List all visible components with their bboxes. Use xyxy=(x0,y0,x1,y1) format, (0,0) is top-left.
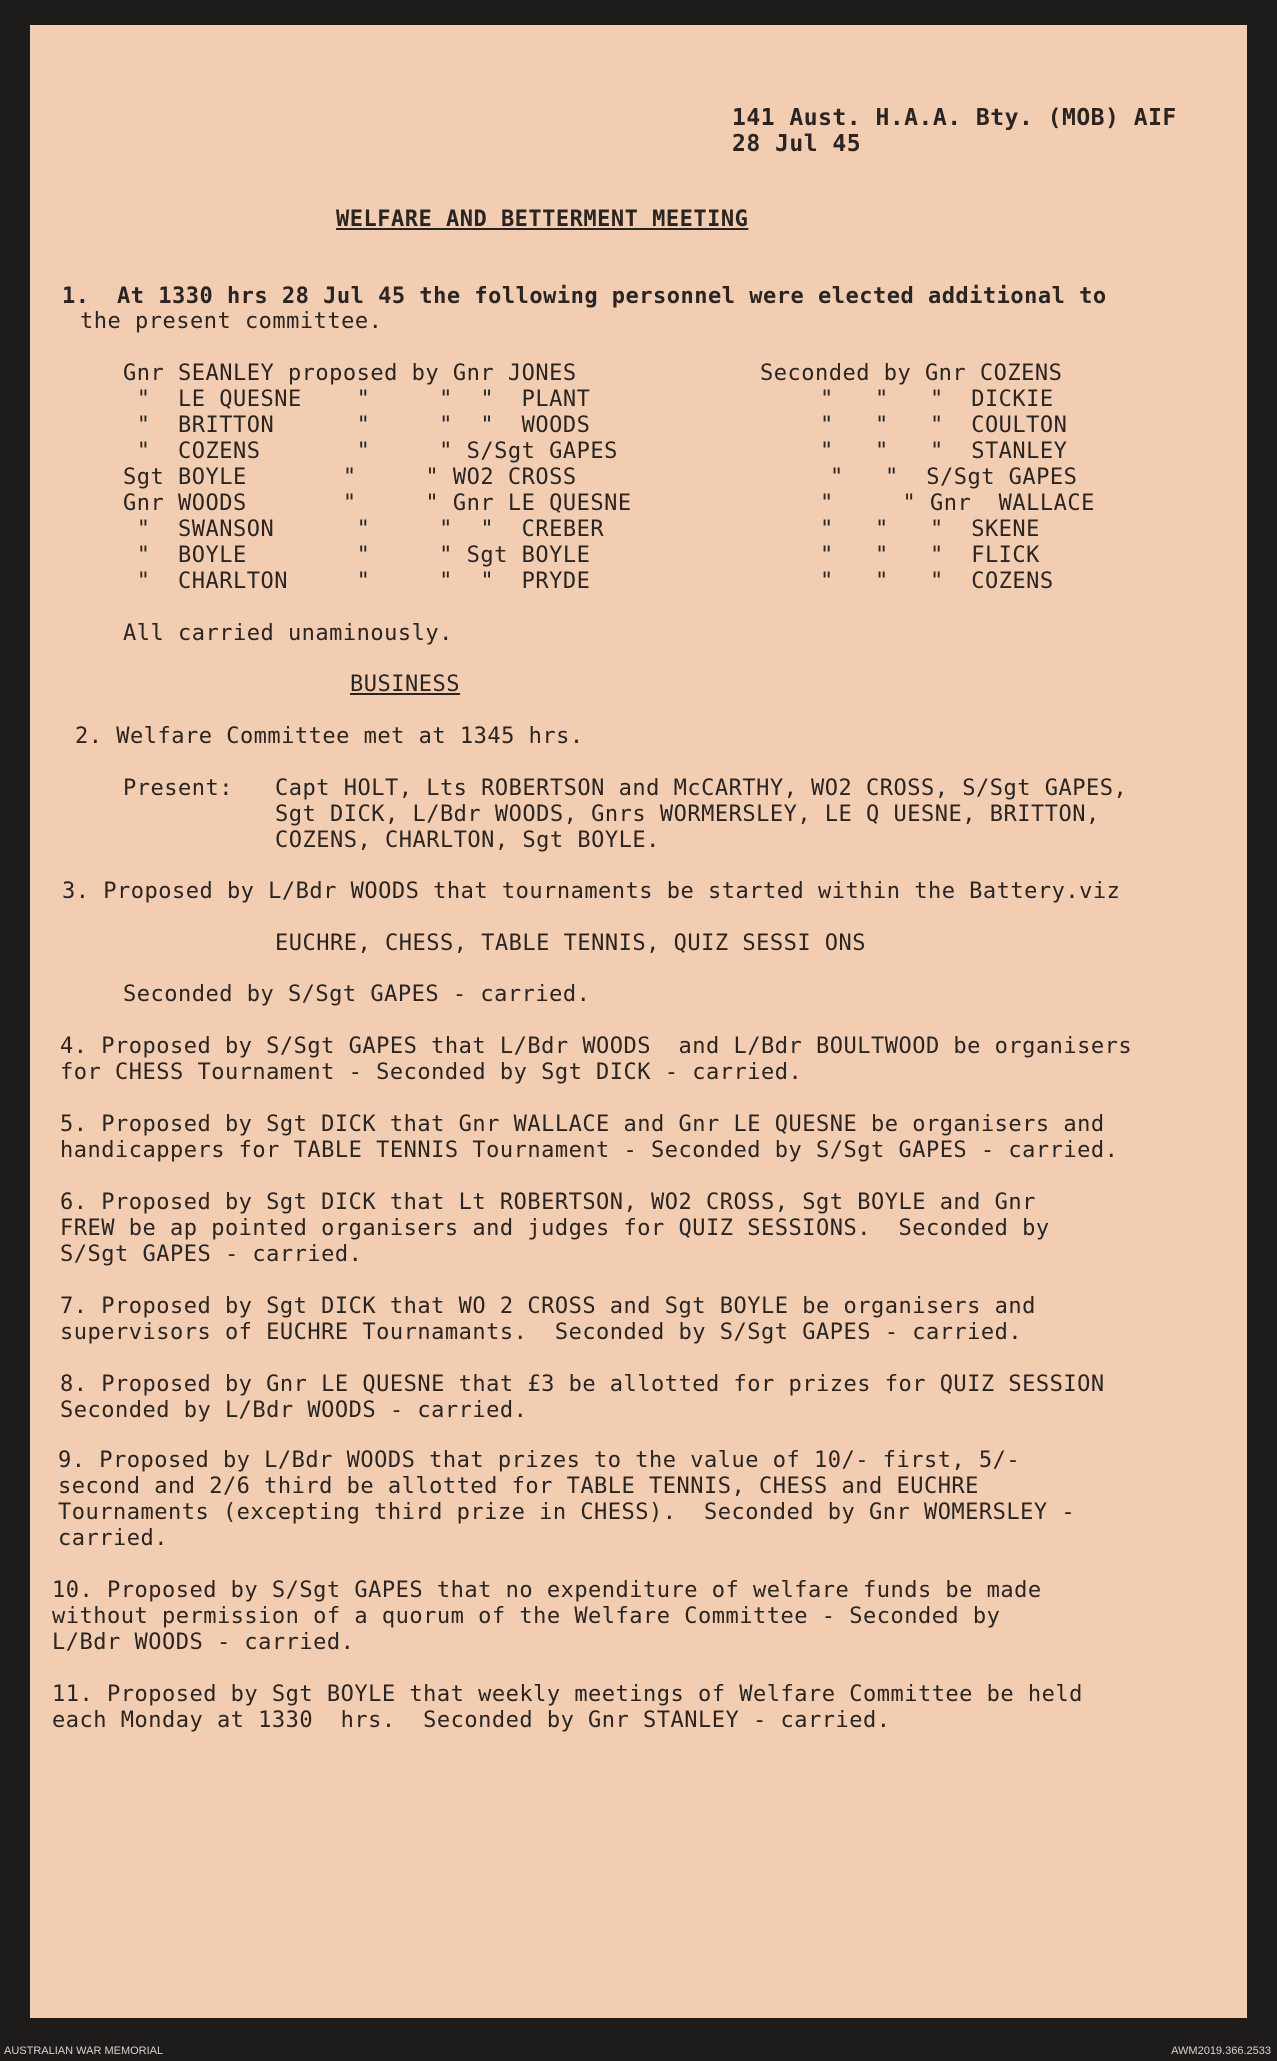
item-9-line-3: Tournaments (excepting third prize in CHESS). Seconded by Gnr WOMERSLEY - xyxy=(58,1500,1076,1525)
election-row: Gnr SEANLEY proposed by Gnr JONES xyxy=(123,361,577,386)
item-10-line-1: 10. Proposed by S/Sgt GAPES that no expenditure of welfare funds be made xyxy=(52,1578,1042,1603)
election-row: Sgt BOYLE " " WO2 CROSS xyxy=(123,465,577,490)
election-row-second: " " " FLICK xyxy=(820,543,1040,568)
election-row: " SWANSON " " " CREBER xyxy=(123,517,605,542)
present-line-1: Capt HOLT, Lts ROBERTSON and McCARTHY, WO2 CROSS, S/Sgt GAPES, xyxy=(275,776,1128,801)
item-3-games: EUCHRE, CHESS, TABLE TENNIS, QUIZ SESSI ONS xyxy=(275,931,867,956)
item-10-line-3: L/Bdr WOODS - carried. xyxy=(52,1630,355,1655)
election-row: " BRITTON " " " WOODS xyxy=(123,413,591,438)
item-1-line-2: the present committee. xyxy=(80,309,383,334)
present-label: Present: xyxy=(123,776,233,801)
election-row-second: " " " COULTON xyxy=(820,413,1068,438)
item-8-line-2: Seconded by L/Bdr WOODS - carried. xyxy=(60,1398,528,1423)
present-line-2: Sgt DICK, L/Bdr WOODS, Gnrs WORMERSLEY, LE Q UESNE, BRITTON, xyxy=(275,802,1100,827)
item-9-line-1: 9. Proposed by L/Bdr WOODS that prizes to the value of 10/- first, 5/- xyxy=(58,1448,1021,1473)
item-10-line-2: without permission of a quorum of the Welfare Committee - Seconded by xyxy=(52,1604,1001,1629)
item-3-seconded: Seconded by S/Sgt GAPES - carried. xyxy=(123,982,591,1007)
election-row: " COZENS " " S/Sgt GAPES xyxy=(123,439,618,464)
election-row-second: " " " SKENE xyxy=(820,517,1040,542)
item-3-line-1: 3. Proposed by L/Bdr WOODS that tournaments be started within the Battery.viz xyxy=(62,879,1121,904)
election-row-second: " " " DICKIE xyxy=(820,387,1054,412)
item-7-line-2: supervisors of EUCHRE Tournamants. Seconded by S/Sgt GAPES - carried. xyxy=(60,1320,1023,1345)
election-row: Gnr WOODS " " Gnr LE QUESNE xyxy=(123,491,632,516)
item-9-line-4: carried. xyxy=(58,1526,168,1551)
present-line-3: COZENS, CHARLTON, Sgt BOYLE. xyxy=(275,828,660,853)
item-6-line-1: 6. Proposed by Sgt DICK that Lt ROBERTSON, WO2 CROSS, Sgt BOYLE and Gnr xyxy=(60,1190,1036,1215)
business-heading: BUSINESS xyxy=(350,672,460,697)
item-11-line-1: 11. Proposed by Sgt BOYLE that weekly meetings of Welfare Committee be held xyxy=(52,1682,1083,1707)
election-row-second: " " " COZENS xyxy=(820,569,1054,594)
item-4-line-2: for CHESS Tournament - Seconded by Sgt DICK - carried. xyxy=(60,1060,803,1085)
item-8-line-1: 8. Proposed by Gnr LE QUESNE that £3 be allotted for prizes for QUIZ SESSION xyxy=(60,1372,1105,1397)
document-date: 28 Jul 45 xyxy=(732,131,862,157)
item-9-line-2: second and 2/6 third be allotted for TABLE TENNIS, CHESS and EUCHRE xyxy=(58,1474,979,1499)
unit-heading: 141 Aust. H.A.A. Bty. (MOB) AIF xyxy=(732,105,1177,131)
all-carried-text: All carried unaminously. xyxy=(123,621,453,646)
item-7-line-1: 7. Proposed by Sgt DICK that WO 2 CROSS and Sgt BOYLE be organisers and xyxy=(60,1294,1036,1319)
item-2: 2. Welfare Committee met at 1345 hrs. xyxy=(75,724,584,749)
election-row: " LE QUESNE " " " PLANT xyxy=(123,387,591,412)
election-row-second: " " " STANLEY xyxy=(820,439,1068,464)
election-row-second: " " Gnr WALLACE xyxy=(820,491,1095,516)
item-6-line-3: S/Sgt GAPES - carried. xyxy=(60,1242,363,1267)
item-1-line-1: 1. At 1330 hrs 28 Jul 45 the following personnel were elected additional to xyxy=(62,284,1107,309)
election-row: " CHARLTON " " " PRYDE xyxy=(123,569,591,594)
item-4-line-1: 4. Proposed by S/Sgt GAPES that L/Bdr WOODS and L/Bdr BOULTWOOD be organisers xyxy=(60,1034,1133,1059)
footer-archive-label: AUSTRALIAN WAR MEMORIAL xyxy=(4,2045,164,2057)
election-row-second: Seconded by Gnr COZENS xyxy=(760,361,1063,386)
document-page xyxy=(30,25,1247,2018)
document-title: WELFARE AND BETTERMENT MEETING xyxy=(336,207,749,232)
item-6-line-2: FREW be ap pointed organisers and judges for QUIZ SESSIONS. Seconded by xyxy=(60,1216,1050,1241)
item-5-line-2: handicappers for TABLE TENNIS Tournament - Seconded by S/Sgt GAPES - carried. xyxy=(60,1138,1119,1163)
footer-accession-number: AWM2019.366.2533 xyxy=(1171,2045,1271,2057)
election-row-second: " " S/Sgt GAPES xyxy=(830,465,1078,490)
election-row: " BOYLE " " Sgt BOYLE xyxy=(123,543,591,568)
item-11-line-2: each Monday at 1330 hrs. Seconded by Gnr STANLEY - carried. xyxy=(52,1708,891,1733)
item-5-line-1: 5. Proposed by Sgt DICK that Gnr WALLACE and Gnr LE QUESNE be organisers and xyxy=(60,1112,1105,1137)
